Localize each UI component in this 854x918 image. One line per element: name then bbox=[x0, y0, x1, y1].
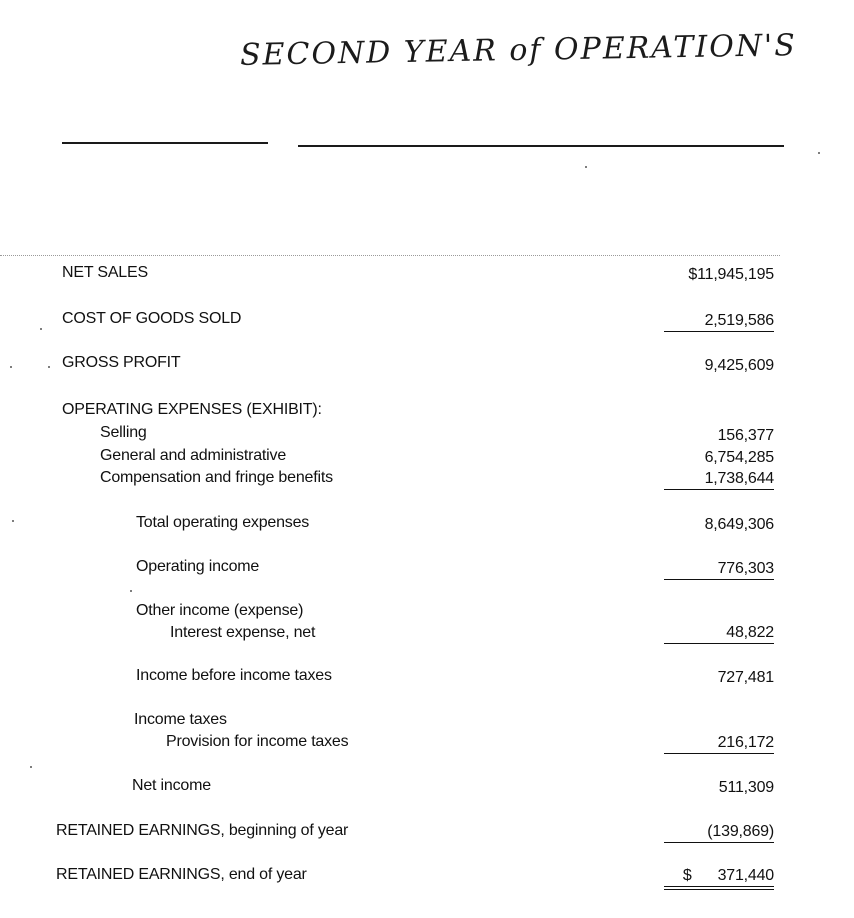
handwritten-title: SECOND YEAR of OPERATION'S bbox=[239, 28, 798, 73]
income-taxes-header-label: Income taxes bbox=[134, 711, 227, 728]
provision-taxes-label: Provision for income taxes bbox=[166, 733, 349, 750]
other-income-header-label: Other income (expense) bbox=[136, 602, 304, 619]
total-opex-value: 8,649,306 bbox=[704, 516, 774, 533]
total-opex-label: Total operating expenses bbox=[136, 514, 310, 531]
operating-income-label: Operating income bbox=[136, 558, 260, 575]
compensation-label: Compensation and fringe benefits bbox=[100, 469, 333, 486]
signature-line-left bbox=[62, 142, 268, 144]
scan-speck bbox=[585, 166, 587, 168]
re-end-value: 371,440 bbox=[717, 867, 774, 884]
general-admin-value: 6,754,285 bbox=[704, 449, 774, 466]
gross-profit-label: GROSS PROFIT bbox=[62, 354, 181, 371]
scan-speck bbox=[40, 328, 42, 330]
scan-speck bbox=[30, 766, 32, 768]
scan-dotted-rule bbox=[0, 255, 780, 256]
cogs-value: 2,519,586 bbox=[664, 312, 774, 332]
income-before-taxes-label: Income before income taxes bbox=[136, 667, 332, 684]
scan-speck bbox=[130, 590, 132, 592]
net-income-value: 511,309 bbox=[718, 779, 774, 796]
scan-speck bbox=[10, 366, 12, 368]
scan-speck bbox=[12, 520, 14, 522]
cogs-label: COST OF GOODS SOLD bbox=[62, 310, 242, 327]
net-sales-label: NET SALES bbox=[62, 264, 148, 281]
selling-value: 156,377 bbox=[717, 427, 774, 444]
re-end-currency: $ bbox=[682, 867, 692, 884]
selling-label: Selling bbox=[100, 424, 147, 441]
re-end-label: RETAINED EARNINGS, end of year bbox=[56, 866, 307, 883]
income-before-taxes-value: 727,481 bbox=[717, 669, 774, 686]
provision-taxes-value: 216,172 bbox=[664, 734, 774, 754]
re-beginning-label: RETAINED EARNINGS, beginning of year bbox=[56, 822, 349, 839]
net-income-label: Net income bbox=[132, 777, 211, 794]
re-beginning-value: (139,869) bbox=[664, 823, 774, 843]
net-sales-value: $11,945,195 bbox=[688, 266, 774, 283]
re-end-value-cell bbox=[664, 867, 774, 890]
interest-expense-label: Interest expense, net bbox=[170, 624, 316, 641]
compensation-value: 1,738,644 bbox=[664, 470, 774, 490]
gross-profit-value: 9,425,609 bbox=[704, 357, 774, 374]
general-admin-label: General and administrative bbox=[100, 447, 287, 464]
interest-expense-value: 48,822 bbox=[664, 624, 774, 644]
scan-speck bbox=[48, 366, 50, 368]
opex-header-label: OPERATING EXPENSES (EXHIBIT): bbox=[62, 401, 322, 418]
operating-income-value: 776,303 bbox=[664, 560, 774, 580]
scan-speck bbox=[818, 152, 820, 154]
signature-line-right bbox=[298, 145, 784, 147]
